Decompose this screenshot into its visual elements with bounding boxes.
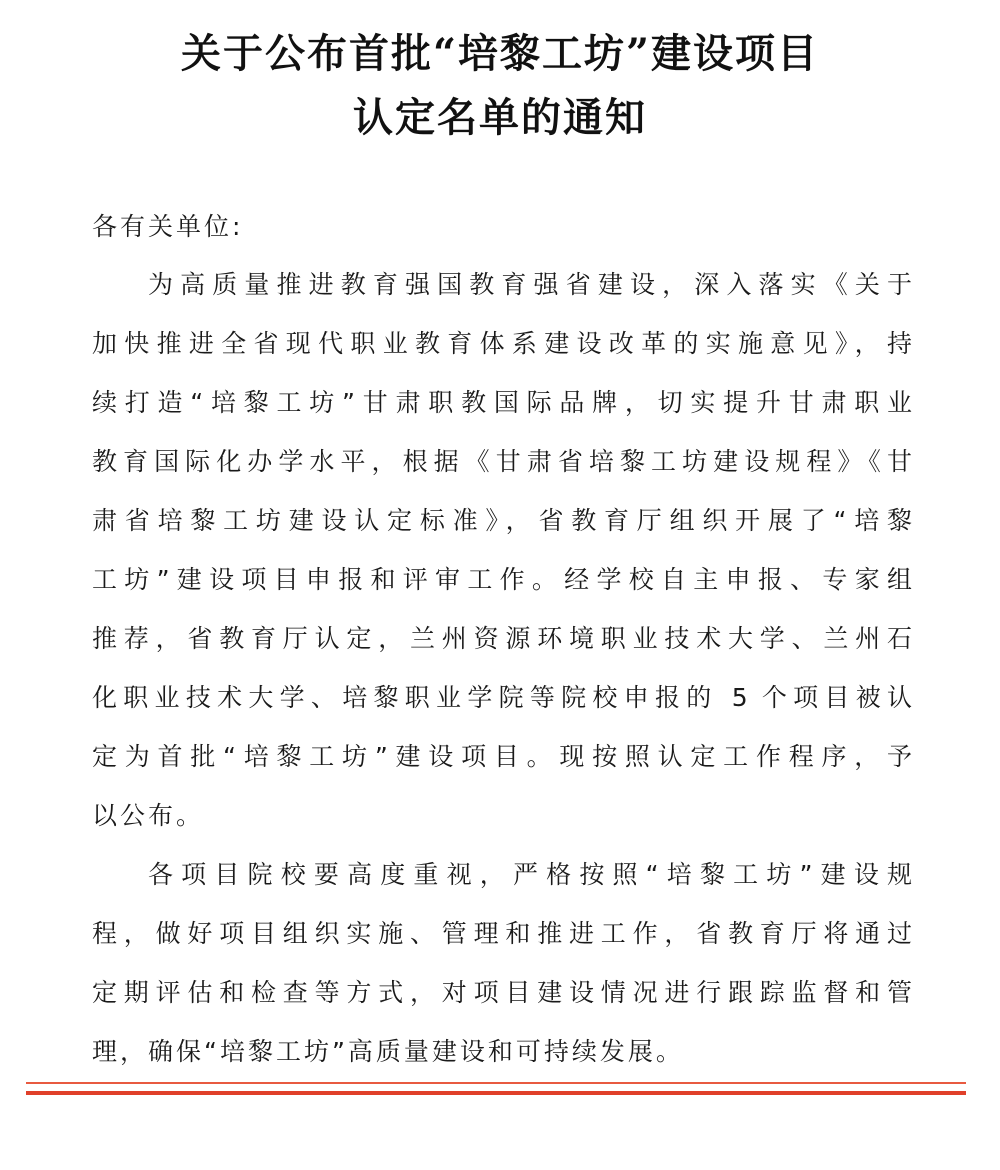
paragraph-line: 理，确保“培黎工坊”高质量建设和可持续发展。 xyxy=(92,1037,684,1066)
paragraph-line: 教育国际化办学水平，根据《甘肃省培黎工坊建设规程》《甘 xyxy=(92,447,912,476)
paragraph-line: 推荐，省教育厅认定，兰州资源环境职业技术大学、兰州石 xyxy=(92,624,912,653)
paragraph-line: 为高质量推进教育强国教育强省建设，深入落实《关于 xyxy=(148,270,912,299)
paragraph-line: 定期评估和检查等方式，对项目建设情况进行跟踪监督和管 xyxy=(92,978,912,1007)
paragraph-line: 加快推进全省现代职业教育体系建设改革的实施意见》，持 xyxy=(92,329,912,358)
paragraph-line: 化职业技术大学、培黎职业学院等院校申报的 5 个项目被认 xyxy=(92,683,912,712)
red-divider-thin xyxy=(26,1082,966,1084)
paragraph-line: 工坊”建设项目申报和评审工作。经学校自主申报、专家组 xyxy=(92,565,912,594)
paragraph-line: 各项目院校要高度重视，严格按照“培黎工坊”建设规 xyxy=(148,860,912,889)
red-divider-thick xyxy=(26,1091,966,1095)
paragraph-line: 肃省培黎工坊建设认定标准》，省教育厅组织开展了“培黎 xyxy=(92,506,912,535)
document-title-line-1: 关于公布首批“培黎工坊”建设项目 xyxy=(180,30,819,77)
document-title-line-2: 认定名单的通知 xyxy=(353,94,647,141)
paragraph-line: 程，做好项目组织实施、管理和推进工作，省教育厅将通过 xyxy=(92,919,912,948)
salutation: 各有关单位: xyxy=(92,212,244,241)
paragraph-line: 定为首批“培黎工坊”建设项目。现按照认定工作程序，予 xyxy=(92,742,912,771)
paragraph-line: 以公布。 xyxy=(92,801,205,830)
paragraph-line: 续打造“培黎工坊”甘肃职教国际品牌，切实提升甘肃职业 xyxy=(92,388,912,417)
